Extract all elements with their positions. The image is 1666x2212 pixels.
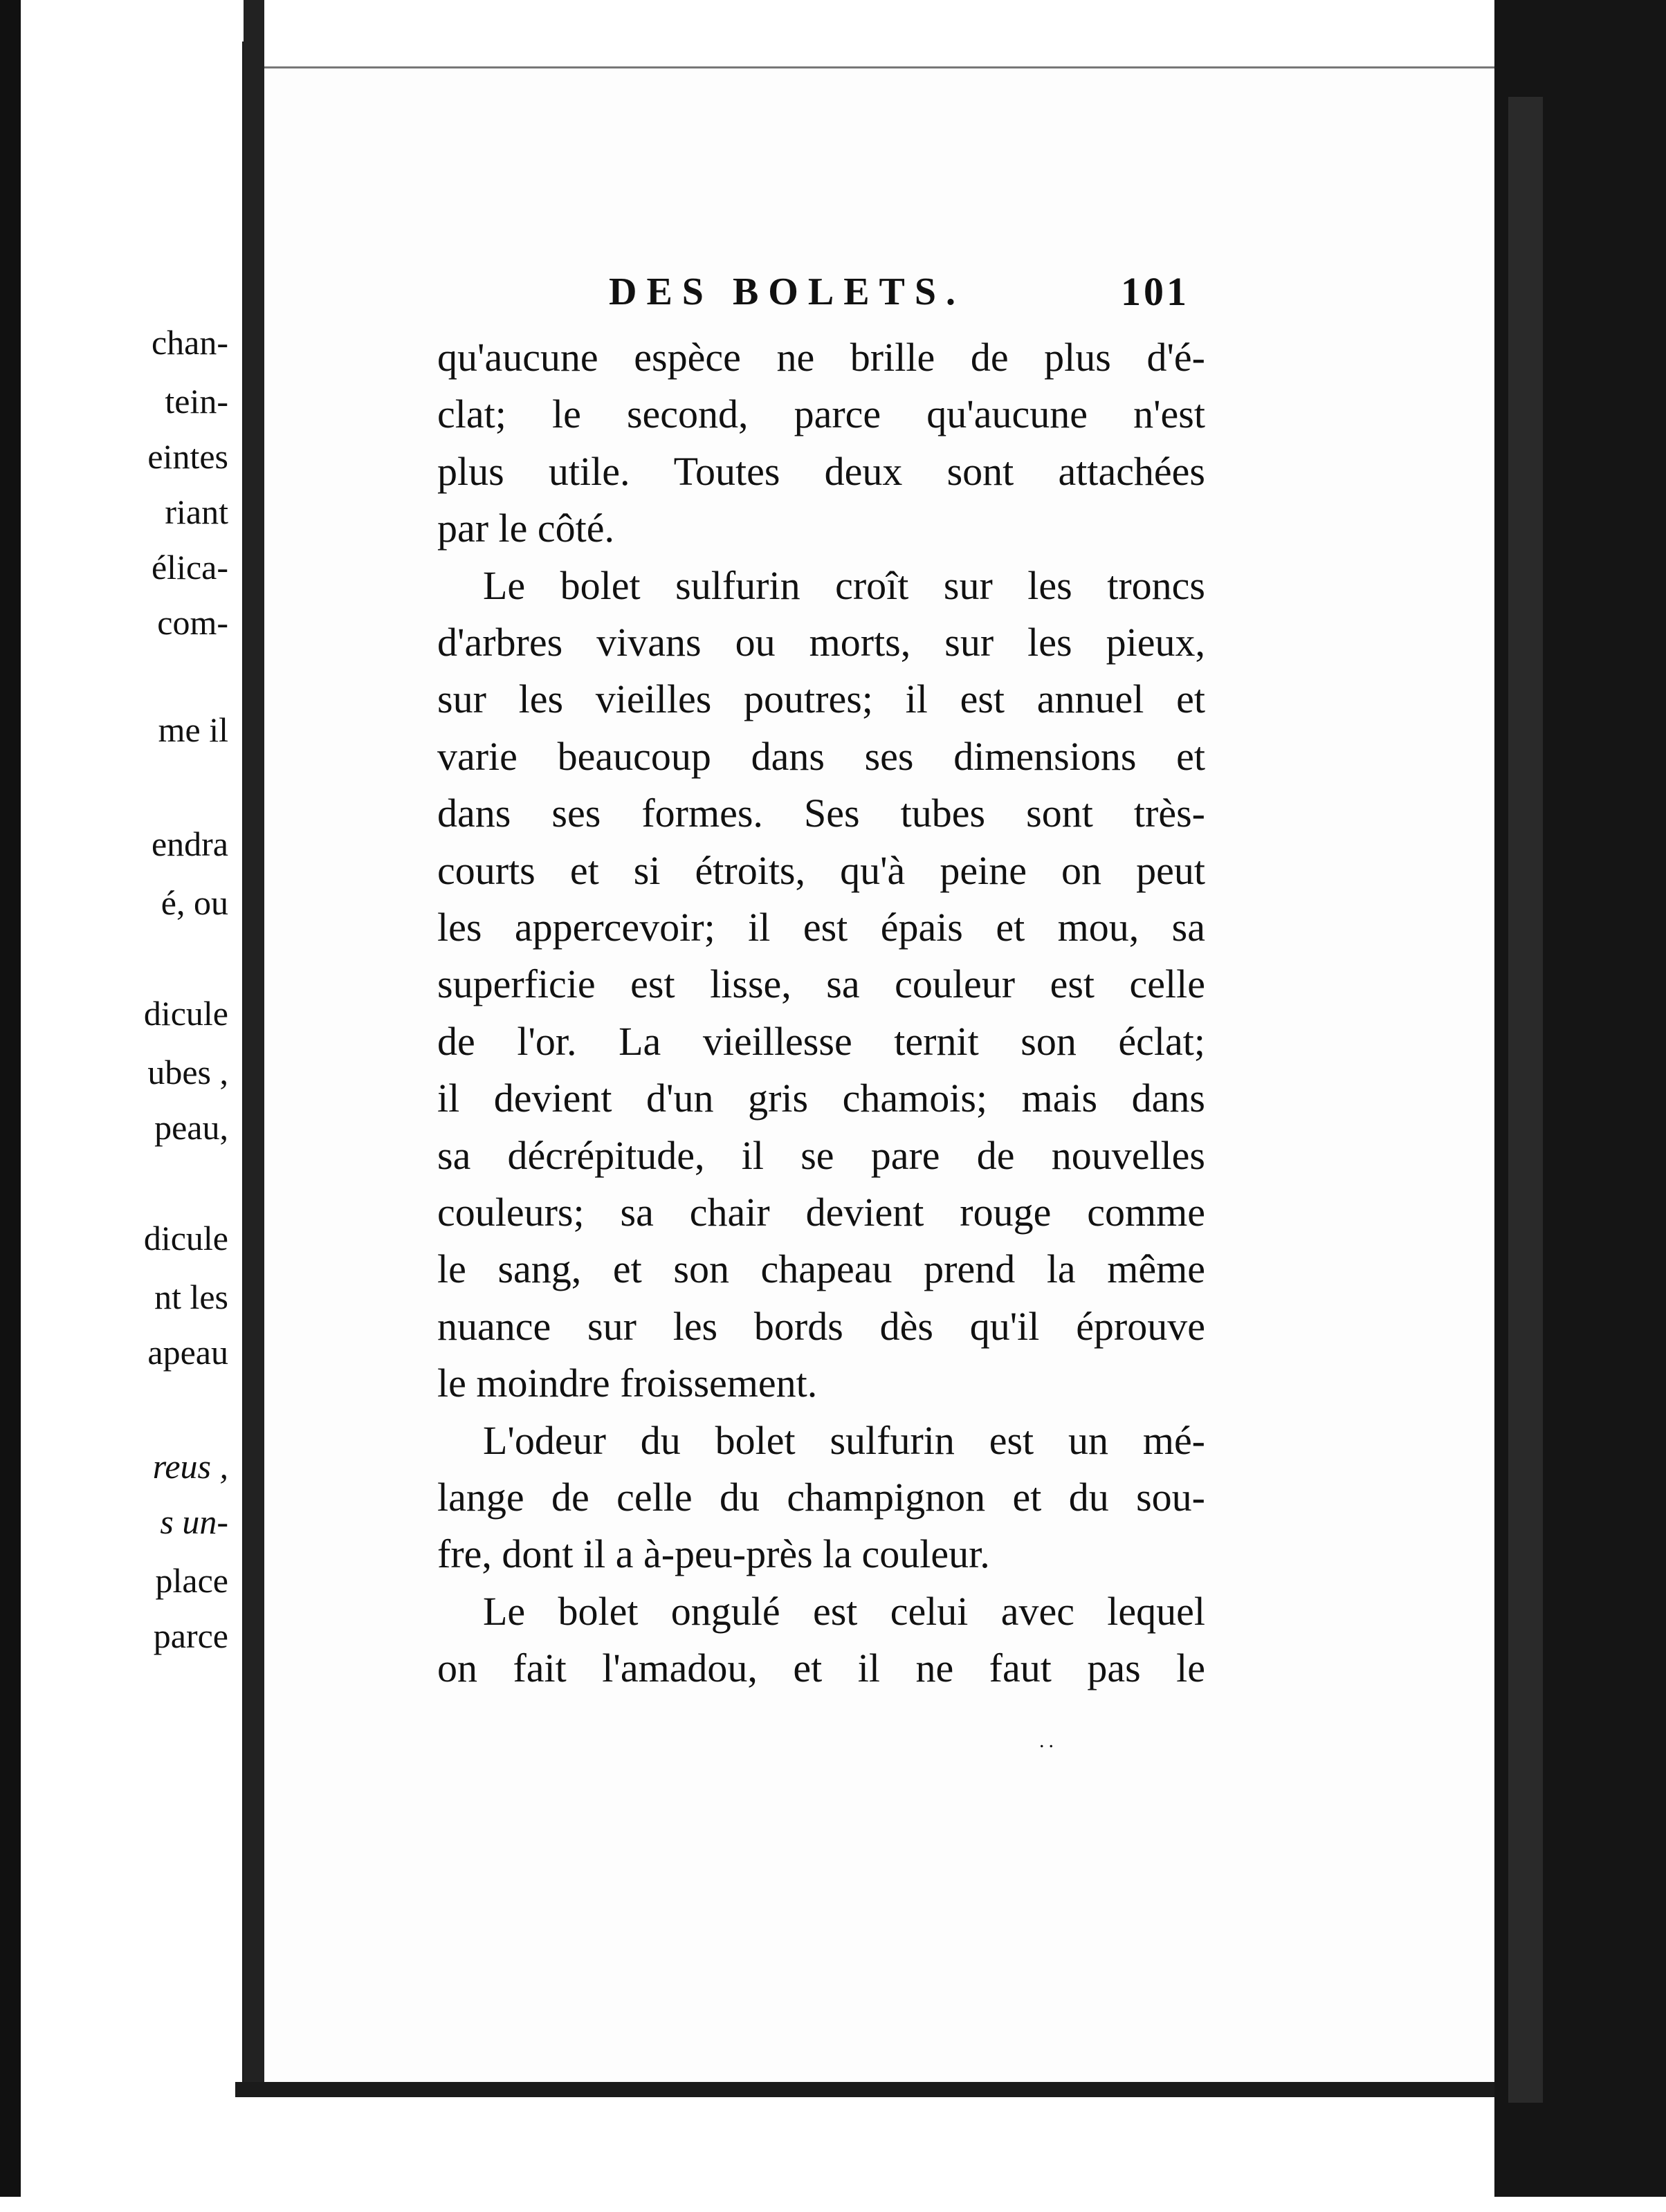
- text-line: le moindre froissement.: [437, 1361, 818, 1405]
- text-line: il devient d'un gris chamois; mais dans: [437, 1076, 1205, 1121]
- scan-frame-left: [0, 0, 21, 2197]
- facing-page-line: parce: [153, 1616, 228, 1655]
- facing-page-line: reus ,: [152, 1447, 228, 1486]
- facing-page-line: com-: [157, 603, 228, 642]
- facing-page-line: place: [155, 1561, 228, 1600]
- text-line: sur les vieilles poutres; il est annuel et: [437, 676, 1205, 721]
- facing-page-line: peau,: [154, 1108, 228, 1147]
- text-line: les appercevoir; il est épais et mou, sa: [437, 905, 1205, 950]
- facing-page-line: s un-: [160, 1502, 228, 1541]
- facing-page-line: endra: [151, 824, 228, 863]
- text-line: on fait l'amadou, et il ne faut pas le: [437, 1646, 1205, 1690]
- page-bottom-edge: [235, 2082, 1508, 2212]
- text-line: de l'or. La vieillesse ternit son éclat;: [437, 1019, 1205, 1064]
- facing-page-line: me il: [158, 710, 228, 749]
- text-line: varie beaucoup dans ses dimensions et: [437, 734, 1205, 779]
- text-line: Le bolet ongulé est celui avec lequel: [483, 1589, 1205, 1634]
- text-line: courts et si étroits, qu'à peine on peut: [437, 848, 1205, 893]
- facing-page-line: tein-: [165, 382, 228, 421]
- page-top-edge: [264, 0, 1510, 66]
- text-line: par le côté.: [437, 506, 615, 551]
- facing-page-line: eintes: [147, 437, 228, 476]
- text-line: d'arbres vivans ou morts, sur les pieux,: [437, 620, 1205, 665]
- signature-mark: ..: [1039, 1729, 1058, 1752]
- facing-page-line: dicule: [143, 1219, 228, 1257]
- text-line: Le bolet sulfurin croît sur les troncs: [483, 563, 1205, 608]
- text-line: nuance sur les bords dès qu'il éprouve: [437, 1304, 1205, 1349]
- text-line: sa décrépitude, il se pare de nouvelles: [437, 1133, 1205, 1178]
- text-line: couleurs; sa chair devient rouge comme: [437, 1190, 1205, 1235]
- facing-page-line: élica-: [151, 548, 228, 587]
- text-line: lange de celle du champignon et du sou-: [437, 1475, 1205, 1520]
- facing-page-line: dicule: [143, 994, 228, 1033]
- facing-page-line: apeau: [147, 1333, 228, 1372]
- running-head: DES BOLETS.: [609, 270, 966, 313]
- text-line: superficie est lisse, sa couleur est celle: [437, 961, 1205, 1006]
- text-line: clat; le second, parce qu'aucune n'est: [437, 391, 1205, 436]
- text-line: fre, dont il a à-peu-près la couleur.: [437, 1531, 990, 1576]
- text-line: L'odeur du bolet sulfurin est un mé-: [483, 1418, 1205, 1463]
- facing-page-line: nt les: [154, 1278, 228, 1316]
- text-line: dans ses formes. Ses tubes sont très-: [437, 791, 1205, 836]
- book-gutter: [244, 0, 264, 2197]
- book-cover-edge: [1508, 97, 1543, 2103]
- text-line: le sang, et son chapeau prend la même: [437, 1246, 1205, 1291]
- facing-page-line: é, ou: [161, 883, 228, 922]
- facing-page-line: ubes ,: [147, 1053, 228, 1091]
- facing-page-line: chan-: [151, 323, 228, 362]
- page-number: 101: [1121, 269, 1189, 314]
- facing-page-left: [21, 42, 255, 2137]
- text-line: qu'aucune espèce ne brille de plus d'é-: [437, 335, 1205, 380]
- facing-page-line: riant: [165, 492, 228, 531]
- text-line: plus utile. Toutes deux sont attachées: [437, 449, 1205, 494]
